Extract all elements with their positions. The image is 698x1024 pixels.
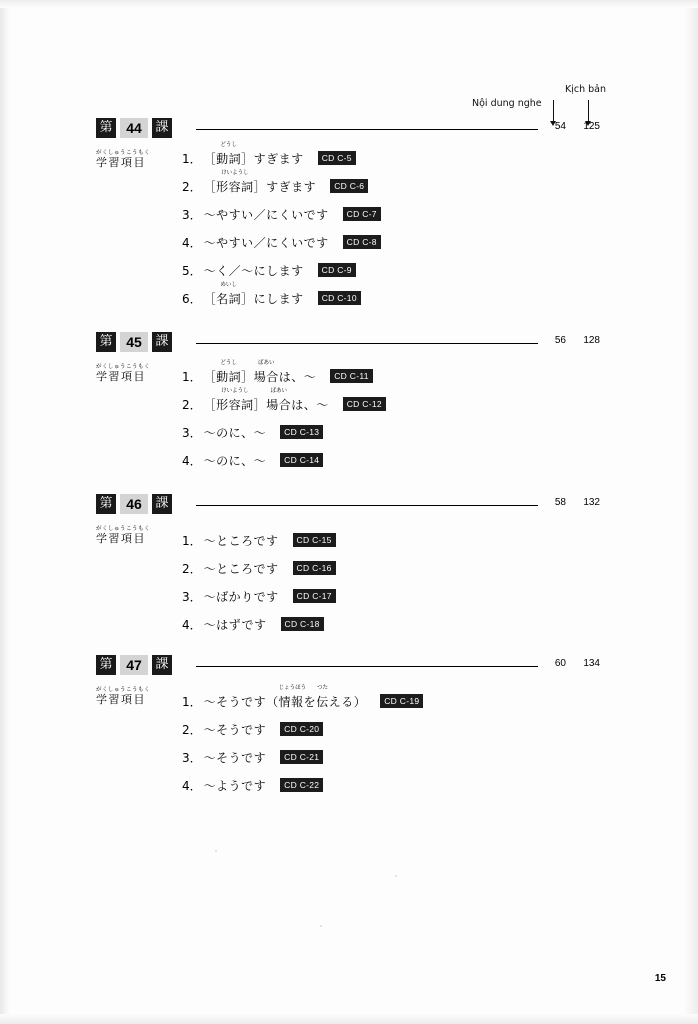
item-number: 2．	[182, 722, 202, 737]
study-items-text: 学習項目	[96, 532, 146, 545]
cd-track-badge[interactable]: CD C-5	[318, 151, 356, 165]
list-item	[182, 141, 381, 172]
item-text: ［ めいし 名詞］にします	[203, 281, 304, 306]
cd-track-badge[interactable]: CD C-16	[293, 561, 336, 575]
lesson-item-list	[182, 359, 386, 474]
item-furigana-2: ばあい	[270, 387, 287, 394]
list-item	[182, 418, 386, 446]
item-text: ～やすい／にくいです	[203, 207, 329, 222]
item-text: ［ けいようし 形容詞］すぎます	[203, 169, 317, 194]
item-number: 6．	[182, 291, 202, 306]
item-ruby-base-2: 場合	[253, 369, 279, 384]
study-items-furigana: がくしゅうこうもく	[96, 364, 151, 370]
item-furigana: けいようし	[221, 387, 249, 394]
item-text: ［ どうし 動詞］ ばあい 場合は、～	[203, 359, 317, 384]
lesson-block-47	[0, 655, 698, 793]
item-number: 2．	[182, 179, 202, 194]
cd-track-badge[interactable]: CD C-12	[343, 397, 386, 411]
lesson-page-script: 134	[583, 658, 600, 669]
study-items-furigana: がくしゅうこうもく	[96, 526, 151, 532]
item-text: ～ばかりです	[203, 589, 279, 604]
lesson-block-46	[0, 494, 698, 632]
item-ruby-base-3: 伝	[316, 694, 329, 709]
list-item	[182, 771, 423, 799]
lesson-suffix-kanji: 課	[152, 118, 172, 138]
column-headers	[0, 82, 698, 122]
list-item	[182, 743, 423, 771]
lesson-page-script: 128	[583, 335, 600, 346]
cd-track-badge[interactable]: CD C-19	[380, 694, 423, 708]
lesson-header-45	[0, 332, 698, 358]
lesson-header-46	[0, 494, 698, 520]
item-number: 3．	[182, 207, 202, 222]
item-ruby-base: 形容詞	[216, 179, 254, 194]
list-item	[182, 256, 381, 284]
item-furigana-3: つた	[316, 684, 328, 691]
item-ruby-base: 動詞	[216, 369, 242, 384]
lesson-page-listening: 60	[554, 658, 566, 669]
lesson-page-script: 125	[583, 121, 600, 132]
item-number: 2．	[182, 561, 202, 576]
lesson-block-44	[0, 118, 698, 306]
cd-track-badge[interactable]: CD C-13	[280, 425, 323, 439]
study-items-text: 学習項目	[96, 156, 146, 169]
item-number: 3．	[182, 425, 202, 440]
item-furigana-2: じょうほう	[278, 684, 307, 691]
item-furigana: けいようし	[221, 169, 249, 176]
paper-speck	[215, 850, 217, 852]
item-text: ～やすい／にくいです	[203, 235, 329, 250]
list-item	[182, 446, 386, 474]
list-item	[182, 200, 381, 228]
list-item	[182, 281, 381, 312]
lesson-prefix-kanji: 第	[96, 118, 116, 138]
item-number: 2．	[182, 397, 202, 412]
lesson-number: 47	[120, 655, 148, 675]
cd-track-badge[interactable]: CD C-8	[343, 235, 381, 249]
lesson-suffix-kanji: 課	[152, 494, 172, 514]
lesson-item-list	[182, 141, 381, 312]
lesson-rule	[196, 666, 538, 667]
item-ruby-base: 動詞	[216, 151, 242, 166]
list-item	[182, 228, 381, 256]
study-items-text: 学習項目	[96, 693, 146, 706]
lesson-number: 45	[120, 332, 148, 352]
list-item	[182, 582, 336, 610]
study-items-label	[96, 150, 166, 169]
study-items-text: 学習項目	[96, 370, 146, 383]
study-items-furigana: がくしゅうこうもく	[96, 150, 151, 156]
item-ruby-base: 形容詞	[216, 397, 254, 412]
study-items-label	[96, 687, 166, 706]
cd-track-badge[interactable]: CD C-22	[280, 778, 323, 792]
item-text: ～ようです	[203, 778, 267, 793]
item-text: ～ところです	[203, 533, 279, 548]
cd-track-badge[interactable]: CD C-10	[318, 291, 361, 305]
item-text: ［ けいようし 形容詞］ ばあい 場合は、～	[203, 387, 329, 412]
list-item	[182, 387, 386, 418]
item-number: 1．	[182, 694, 202, 709]
cd-track-badge[interactable]: CD C-9	[318, 263, 356, 277]
study-items-label	[96, 526, 166, 545]
item-text: ～く／～にします	[203, 263, 304, 278]
column-header-script: Kịch bản	[565, 84, 607, 95]
lesson-page-script: 132	[583, 497, 600, 508]
item-ruby-base: 名詞	[216, 291, 242, 306]
item-number: 3．	[182, 750, 202, 765]
item-text: ［ どうし 動詞］すぎます	[203, 141, 304, 166]
cd-track-badge[interactable]: CD C-20	[280, 722, 323, 736]
item-number: 4．	[182, 778, 202, 793]
paper-speck	[395, 875, 397, 877]
list-item	[182, 554, 336, 582]
lesson-page-listening: 58	[554, 497, 566, 508]
lesson-prefix-kanji: 第	[96, 332, 116, 352]
lesson-rule	[196, 505, 538, 506]
list-item	[182, 715, 423, 743]
list-item	[182, 684, 423, 715]
cd-track-badge[interactable]: CD C-7	[343, 207, 381, 221]
item-furigana: どうし	[220, 141, 237, 148]
item-ruby-base-2: 情報	[278, 694, 304, 709]
lesson-item-list	[182, 526, 336, 638]
paper-speck	[320, 925, 322, 927]
item-number: 4．	[182, 235, 202, 250]
item-number: 1．	[182, 369, 202, 384]
item-ruby-base-2: 場合	[266, 397, 292, 412]
study-items-label	[96, 364, 166, 383]
cd-track-badge[interactable]: CD C-11	[330, 369, 373, 383]
item-text: ～のに、～	[203, 453, 267, 468]
item-number: 3．	[182, 589, 202, 604]
item-text: ～そうです（ じょうほう 情報を つた 伝える）	[203, 684, 367, 709]
cd-track-badge[interactable]: CD C-14	[280, 453, 323, 467]
lesson-header-47	[0, 655, 698, 681]
lesson-page-listening: 56	[554, 335, 566, 346]
lesson-item-list	[182, 684, 423, 799]
lesson-header-44	[0, 118, 698, 144]
cd-track-badge[interactable]: CD C-21	[280, 750, 323, 764]
item-number: 1．	[182, 151, 202, 166]
item-text: ～のに、～	[203, 425, 267, 440]
lesson-rule	[196, 129, 538, 130]
lesson-rule	[196, 343, 538, 344]
item-number: 4．	[182, 617, 202, 632]
lesson-suffix-kanji: 課	[152, 655, 172, 675]
item-furigana: めいし	[220, 281, 237, 288]
page-number: 15	[654, 973, 666, 984]
item-number: 4．	[182, 453, 202, 468]
item-text: ～ところです	[203, 561, 279, 576]
lesson-prefix-kanji: 第	[96, 655, 116, 675]
item-text: ～そうです	[203, 722, 267, 737]
item-number: 5．	[182, 263, 202, 278]
list-item	[182, 359, 386, 390]
lesson-block-45	[0, 332, 698, 468]
study-items-furigana: がくしゅうこうもく	[96, 687, 151, 693]
item-furigana: どうし	[220, 359, 237, 366]
lesson-prefix-kanji: 第	[96, 494, 116, 514]
lesson-number: 46	[120, 494, 148, 514]
list-item	[182, 526, 336, 554]
item-furigana-2: ばあい	[257, 359, 275, 366]
item-text: ～はずです	[203, 617, 267, 632]
item-number: 1．	[182, 533, 202, 548]
cd-track-badge[interactable]: CD C-17	[293, 589, 336, 603]
lesson-number: 44	[120, 118, 148, 138]
list-item	[182, 610, 336, 638]
column-header-listening: Nội dung nghe	[472, 98, 542, 109]
lesson-suffix-kanji: 課	[152, 332, 172, 352]
cd-track-badge[interactable]: CD C-15	[293, 533, 336, 547]
cd-track-badge[interactable]: CD C-18	[281, 617, 324, 631]
cd-track-badge[interactable]: CD C-6	[330, 179, 368, 193]
list-item	[182, 169, 381, 200]
lesson-page-listening: 54	[554, 121, 566, 132]
item-text: ～そうです	[203, 750, 267, 765]
